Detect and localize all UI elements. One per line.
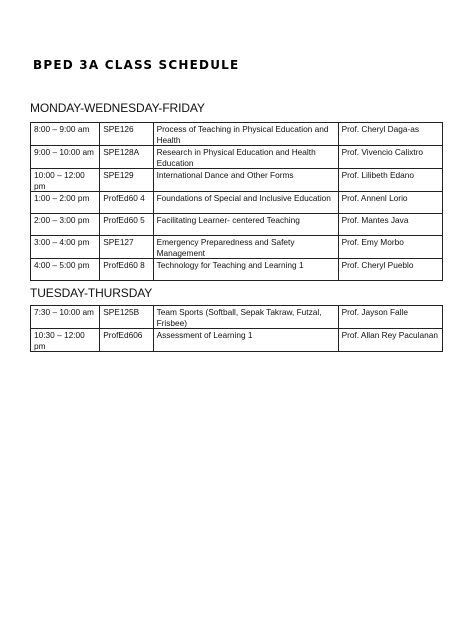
professor-cell: Prof. Cheryl Pueblo bbox=[338, 259, 442, 281]
mwf-schedule-table bbox=[30, 122, 443, 281]
time-cell: 1:00 – 2:00 pm bbox=[31, 192, 100, 214]
subject-cell: Technology for Teaching and Learning 1 bbox=[153, 259, 338, 281]
table-row bbox=[31, 169, 443, 192]
subject-cell: Foundations of Special and Inclusive Education bbox=[153, 192, 338, 214]
course-code-cell: ProfEd60 8 bbox=[100, 259, 153, 281]
time-cell: 8:00 – 9:00 am bbox=[31, 123, 100, 146]
course-code-cell: SPE128A bbox=[100, 146, 153, 169]
professor-cell: Prof. Allan Rey Paculanan bbox=[338, 329, 442, 352]
professor-cell: Prof. Jayson Falle bbox=[338, 306, 442, 329]
mwf-heading: MONDAY-WEDNESDAY-FRIDAY bbox=[30, 101, 205, 115]
table-row bbox=[31, 146, 443, 169]
table-row bbox=[31, 329, 443, 352]
subject-cell: Team Sports (Softball, Sepak Takraw, Futzal, Frisbee) bbox=[153, 306, 338, 329]
professor-cell: Prof. Mantes Java bbox=[338, 214, 442, 236]
subject-cell: Facilitating Learner- centered Teaching bbox=[153, 214, 338, 236]
subject-cell: Research in Physical Education and Health Education bbox=[153, 146, 338, 169]
tth-schedule-table bbox=[30, 305, 443, 352]
tth-heading: TUESDAY-THURSDAY bbox=[30, 286, 153, 300]
subject-cell: Emergency Preparedness and Safety Management bbox=[153, 236, 338, 259]
table-row bbox=[31, 192, 443, 214]
time-cell: 9:00 – 10:00 am bbox=[31, 146, 100, 169]
time-cell: 7:30 – 10:00 am bbox=[31, 306, 100, 329]
table-row bbox=[31, 214, 443, 236]
subject-cell: Assessment of Learning 1 bbox=[153, 329, 338, 352]
course-code-cell: SPE127 bbox=[100, 236, 153, 259]
professor-cell: Prof. Emy Morbo bbox=[338, 236, 442, 259]
table-row bbox=[31, 123, 443, 146]
time-cell: 3:00 – 4:00 pm bbox=[31, 236, 100, 259]
professor-cell: Prof. Cheryl Daga-as bbox=[338, 123, 442, 146]
subject-cell: Process of Teaching in Physical Education and Health bbox=[153, 123, 338, 146]
professor-cell: Prof. Vivencio Calixtro bbox=[338, 146, 442, 169]
time-cell: 2:00 – 3:00 pm bbox=[31, 214, 100, 236]
table-row bbox=[31, 259, 443, 281]
professor-cell: Prof. Annenl Lorio bbox=[338, 192, 442, 214]
table-row bbox=[31, 236, 443, 259]
subject-cell: International Dance and Other Forms bbox=[153, 169, 338, 192]
table-row bbox=[31, 306, 443, 329]
course-code-cell: SPE126 bbox=[100, 123, 153, 146]
course-code-cell: SPE129 bbox=[100, 169, 153, 192]
course-code-cell: ProfEd60 5 bbox=[100, 214, 153, 236]
course-code-cell: ProfEd606 bbox=[100, 329, 153, 352]
time-cell: 4:00 – 5:00 pm bbox=[31, 259, 100, 281]
course-code-cell: SPE125B bbox=[100, 306, 153, 329]
course-code-cell: ProfEd60 4 bbox=[100, 192, 153, 214]
time-cell: 10:30 – 12:00 pm bbox=[31, 329, 100, 352]
professor-cell: Prof. Lilibeth Edano bbox=[338, 169, 442, 192]
time-cell: 10:00 – 12:00 pm bbox=[31, 169, 100, 192]
page-title: BPED 3A CLASS SCHEDULE bbox=[33, 58, 240, 72]
